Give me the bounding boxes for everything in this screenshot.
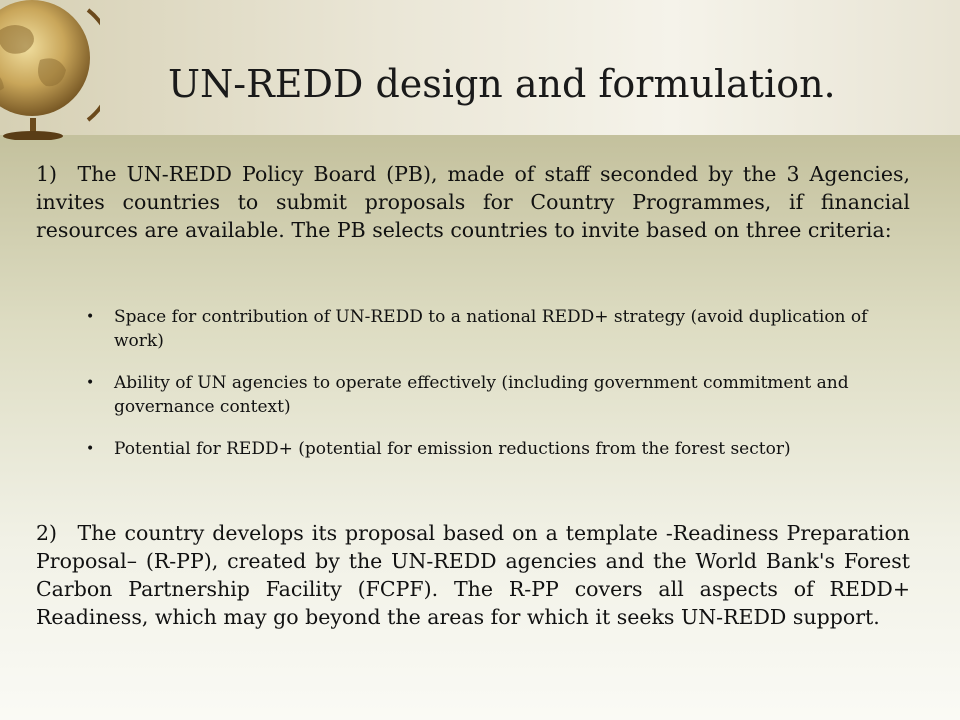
slide-title: UN-REDD design and formulation. <box>168 62 836 106</box>
globe-icon <box>0 0 100 140</box>
paragraph-policy-board: 1) The UN-REDD Policy Board (PB), made of staff seconded by the 3 Agencies, invites countries to submit proposals for Country Programmes, if financial resources are available. The PB selects countries to invite based on three criteria: <box>36 162 910 242</box>
bullet-icon: • <box>86 441 95 457</box>
criterion-text: Ability of UN agencies to operate effectively (including government commitment and governance context) <box>114 373 849 417</box>
criterion-text: Space for contribution of UN-REDD to a national REDD+ strategy (avoid duplication of work) <box>114 307 868 351</box>
criteria-list <box>82 305 912 479</box>
list-item <box>82 437 912 461</box>
list-item <box>82 371 912 419</box>
list-item <box>82 305 912 353</box>
criterion-text: Potential for REDD+ (potential for emission reductions from the forest sector) <box>114 439 791 459</box>
bullet-icon: • <box>86 375 95 391</box>
bullet-icon: • <box>86 309 95 325</box>
paragraph-country-proposal: 2) The country develops its proposal based on a template -Readiness Preparation Proposal– (R-PP), created by the UN-REDD agencies and the World Bank's Forest Carbon Partnership Facility (FCPF). The R-PP covers all aspects of REDD+ Readiness, which may go beyond the areas for which it seeks UN-REDD support. <box>36 521 910 629</box>
